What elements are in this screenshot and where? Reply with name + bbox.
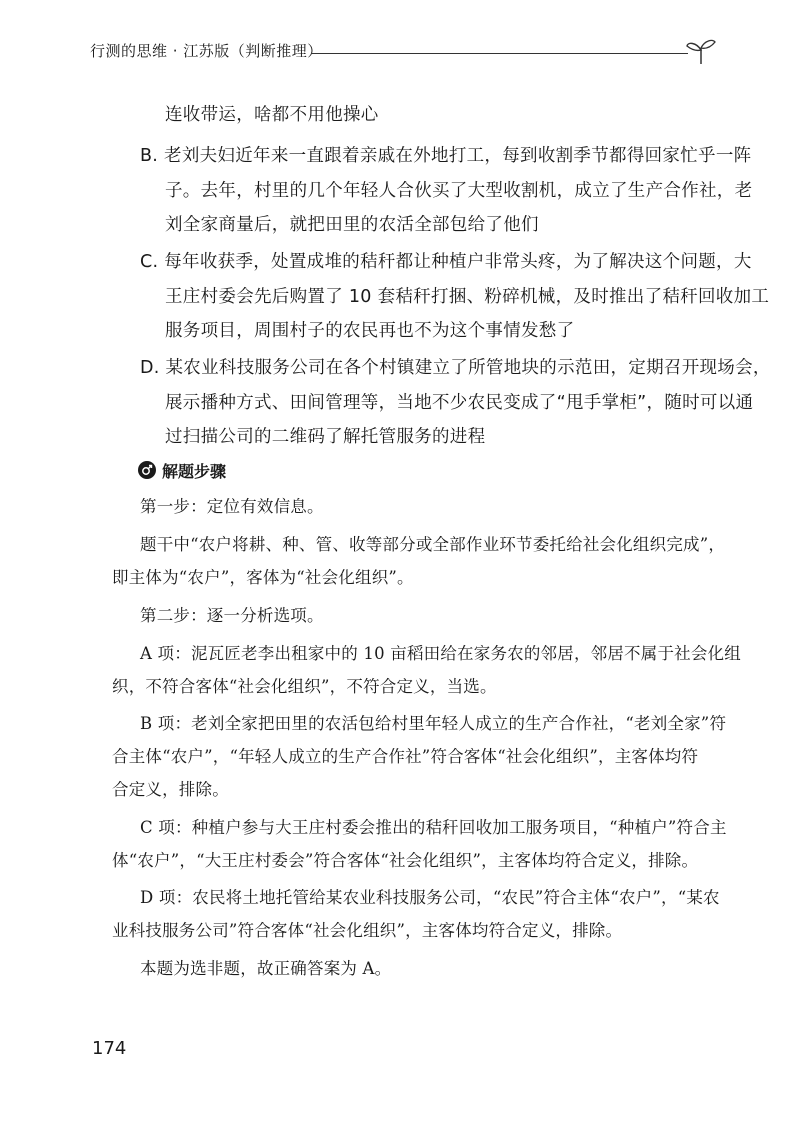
analysis-b-line: 合定义，排除。 bbox=[112, 780, 229, 799]
solution-heading bbox=[138, 458, 226, 482]
analysis-a-line: A 项：泥瓦匠老李出租家中的 10 亩稻田给在家务农的邻居，邻居不属于社会化组 bbox=[140, 644, 741, 663]
header-title: 行测的思维 · 江苏版（判断推理） bbox=[90, 42, 323, 60]
analysis-d-line: 业科技服务公司”符合客体“社会化组织”，主客体均符合定义，排除。 bbox=[112, 921, 623, 940]
stem-analysis-line: 即主体为“农户”，客体为“社会化组织”。 bbox=[112, 568, 414, 587]
analysis-b-line: B 项：老刘全家把田里的农活包给村里年轻人成立的生产合作社，“老刘全家”符 bbox=[140, 714, 727, 733]
option-b-line: 子。去年，村里的几个年轻人合伙买了大型收割机，成立了生产合作社，老 bbox=[165, 181, 753, 201]
steps-icon bbox=[138, 461, 156, 479]
analysis-c-line: 体“农户”，“大王庄村委会”符合客体“社会化组织”，主客体均符合定义，排除。 bbox=[112, 851, 699, 870]
page-number: 174 bbox=[92, 1038, 127, 1059]
header-rule bbox=[312, 53, 688, 54]
step-one: 第一步：定位有效信息。 bbox=[140, 497, 324, 516]
analysis-c-line: C 项：种植户参与大王庄村委会推出的秸秆回收加工服务项目，“种植户”符合主 bbox=[140, 818, 727, 837]
analysis-a-line: 织，不符合客体“社会化组织”，不符合定义，当选。 bbox=[112, 677, 497, 696]
stem-analysis-line: 题干中“农户将耕、种、管、收等部分或全部作业环节委托给社会化组织完成”， bbox=[140, 535, 726, 554]
heading-text: 解题步骤 bbox=[162, 461, 227, 481]
analysis-d-line: D 项：农民将土地托管给某农业科技服务公司，“农民”符合主体“农户”，“某农 bbox=[140, 888, 720, 907]
option-b-line: 刘全家商量后，就把田里的农活全部包给了他们 bbox=[165, 215, 539, 235]
conclusion: 本题为选非题，故正确答案为 A。 bbox=[140, 959, 392, 978]
option-c-line: 服务项目，周围村子的农民再也不为这个事情发愁了 bbox=[165, 321, 575, 341]
option-b-line: B. 老刘夫妇近年来一直跟着亲戚在外地打工，每到收割季节都得回家忙乎一阵 bbox=[140, 146, 752, 166]
running-header bbox=[90, 36, 718, 66]
option-d-line: 过扫描公司的二维码了解托管服务的进程 bbox=[165, 427, 486, 447]
option-a-tail: 连收带运，啥都不用他操心 bbox=[165, 105, 379, 125]
option-d-line: 展示播种方式、田间管理等，当地不少农民变成了“甩手掌柜”，随时可以通 bbox=[165, 393, 754, 413]
analysis-b-line: 合主体“农户”，“年轻人成立的生产合作社”符合客体“社会化组织”，主客体均符 bbox=[112, 747, 699, 766]
sprout-icon bbox=[684, 36, 718, 66]
option-d-line: D. 某农业科技服务公司在各个村镇建立了所管地块的示范田，定期召开现场会， bbox=[140, 358, 771, 378]
step-two: 第二步：逐一分析选项。 bbox=[140, 606, 324, 625]
option-c-line: 王庄村委会先后购置了 10 套秸秆打捆、粉碎机械，及时推出了秸秆回收加工 bbox=[165, 287, 770, 307]
option-c-line: C. 每年收获季，处置成堆的秸秆都让种植户非常头疼，为了解决这个问题，大 bbox=[140, 252, 752, 272]
